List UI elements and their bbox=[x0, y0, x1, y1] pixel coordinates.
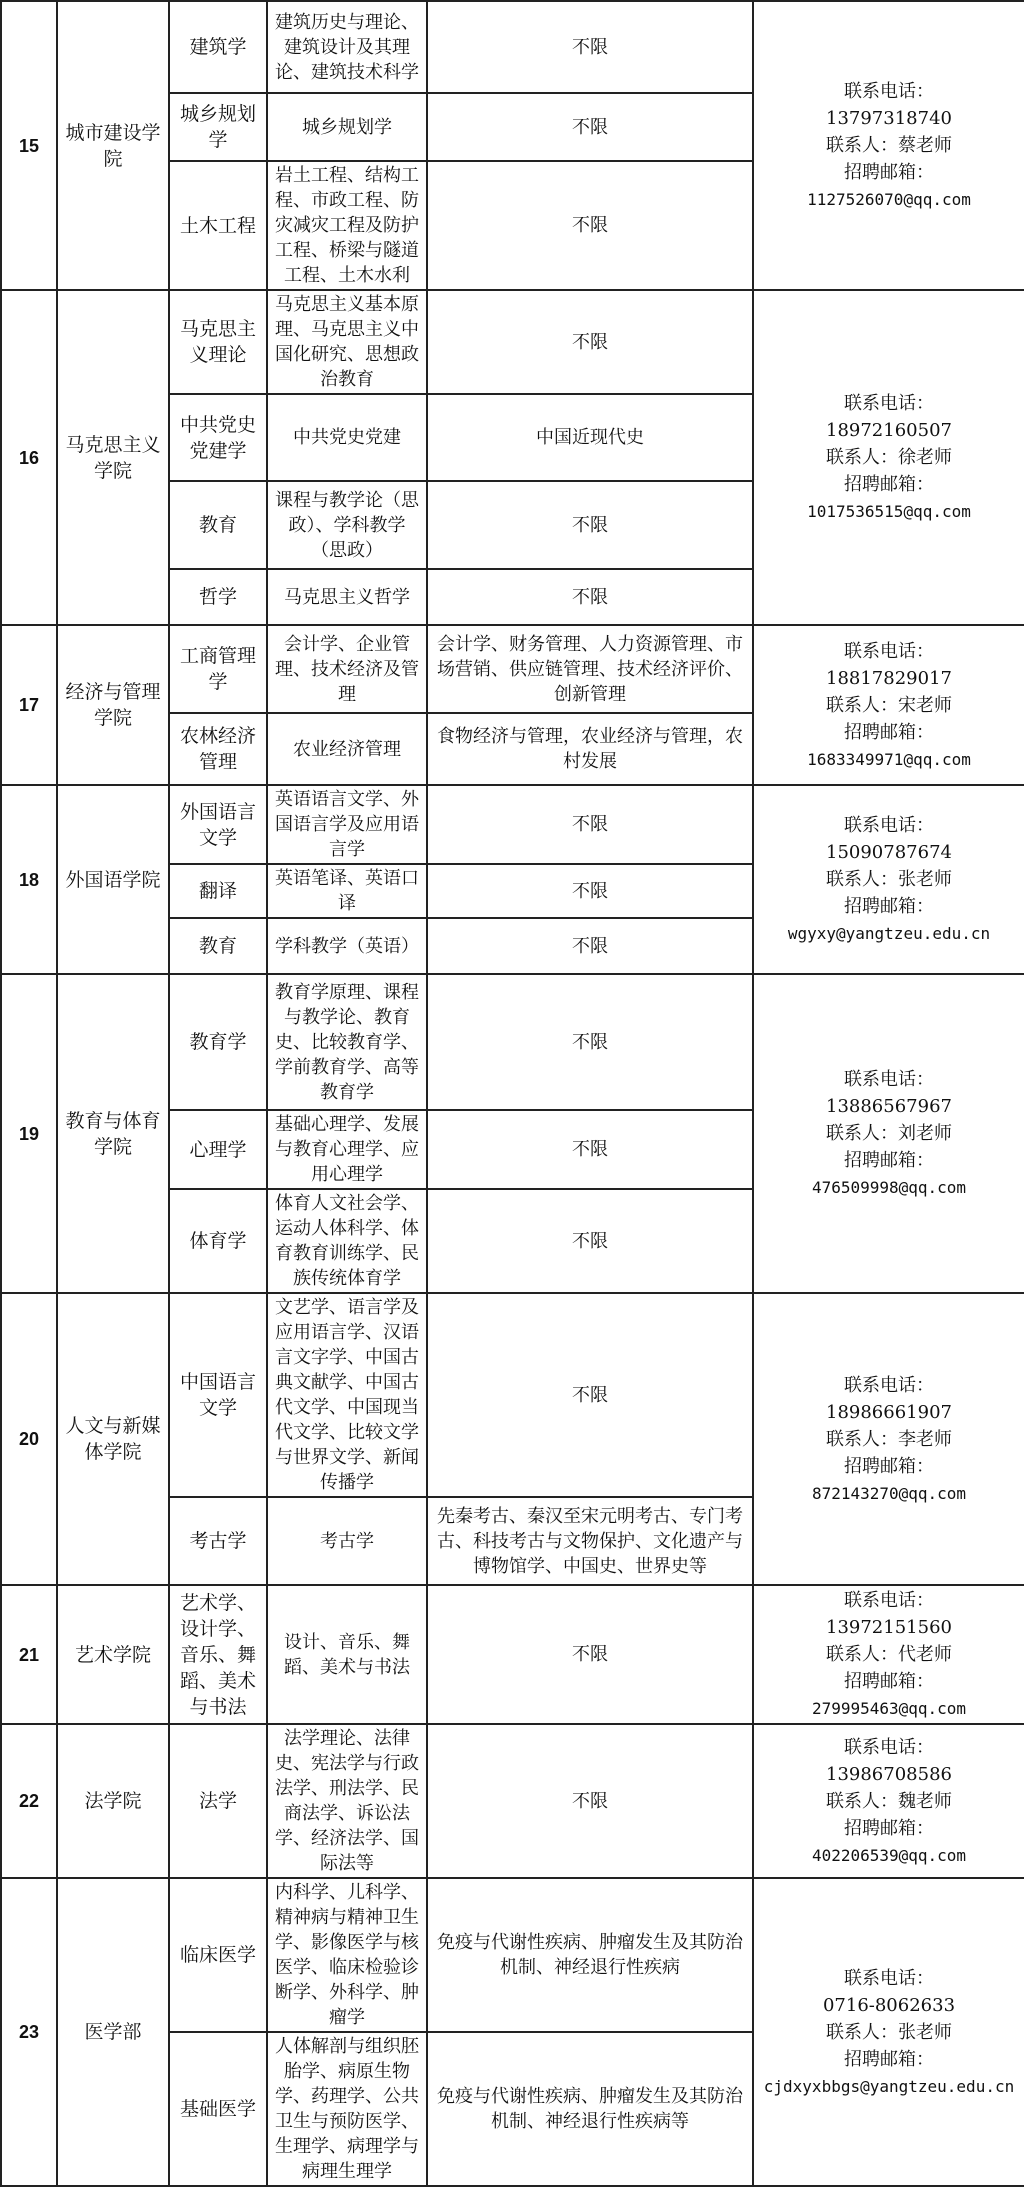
table-row bbox=[1, 1, 1024, 93]
email-label: 招聘邮箱： bbox=[844, 162, 934, 183]
email-address[interactable]: 1683349971@qq.com bbox=[807, 749, 971, 769]
research-direction: 中国近现代史 bbox=[427, 394, 753, 481]
sub-discipline: 农业经济管理 bbox=[267, 713, 427, 785]
email-label: 招聘邮箱： bbox=[844, 896, 934, 917]
table-row bbox=[1, 974, 1024, 1110]
phone-label: 联系电话： bbox=[844, 1967, 934, 1989]
contact-info bbox=[753, 785, 1024, 974]
college-number: 15 bbox=[1, 1, 57, 290]
major-name: 基础医学 bbox=[169, 2032, 267, 2186]
sub-discipline: 考古学 bbox=[267, 1497, 427, 1585]
contact-person: 联系人：宋老师 bbox=[826, 694, 952, 716]
phone-number: 15090787674 bbox=[826, 842, 952, 863]
major-name: 教育 bbox=[169, 481, 267, 569]
major-name: 考古学 bbox=[169, 1497, 267, 1585]
contact-info bbox=[753, 974, 1024, 1293]
contact-person: 联系人：张老师 bbox=[826, 869, 952, 890]
sub-discipline: 教育学原理、课程与教学论、教育史、比较教育学、学前教育学、高等教育学 bbox=[267, 974, 427, 1110]
email-address[interactable]: 402206539@qq.com bbox=[811, 1845, 967, 1865]
major-name: 哲学 bbox=[169, 569, 267, 625]
table-row bbox=[1, 1724, 1024, 1878]
college-name: 人文与新媒体学院 bbox=[57, 1293, 169, 1585]
phone-number: 0716-8062633 bbox=[822, 1994, 956, 2016]
contact-info bbox=[753, 1293, 1024, 1585]
phone-label: 联系电话： bbox=[844, 1590, 934, 1611]
sub-discipline: 体育人文社会学、运动人体科学、体育教育训练学、民族传统体育学 bbox=[267, 1189, 427, 1293]
research-direction: 不限 bbox=[427, 974, 753, 1110]
college-number: 16 bbox=[1, 290, 57, 625]
sub-discipline: 会计学、企业管理、技术经济及管理 bbox=[267, 625, 427, 713]
college-name: 经济与管理学院 bbox=[57, 625, 169, 785]
phone-label: 联系电话： bbox=[844, 81, 934, 102]
college-name: 法学院 bbox=[57, 1724, 169, 1878]
contact-info bbox=[753, 1, 1024, 290]
phone-number: 18817829017 bbox=[826, 667, 952, 689]
sub-discipline: 建筑历史与理论、建筑设计及其理论、建筑技术科学 bbox=[267, 1, 427, 93]
sub-discipline: 马克思主义哲学 bbox=[267, 569, 427, 625]
sub-discipline: 法学理论、法律史、宪法学与行政法学、刑法学、民商法学、诉讼法学、经济法学、国际法等 bbox=[267, 1724, 427, 1878]
contact-person: 联系人：张老师 bbox=[826, 2021, 952, 2043]
phone-number: 13986708586 bbox=[826, 1763, 952, 1785]
email-label: 招聘邮箱： bbox=[844, 1671, 934, 1692]
sub-discipline: 基础心理学、发展与教育心理学、应用心理学 bbox=[267, 1110, 427, 1189]
email-label: 招聘邮箱： bbox=[844, 1817, 934, 1839]
sub-discipline: 文艺学、语言学及应用语言学、汉语言文字学、中国古典文献学、中国古代文学、中国现当代文学、比较文学与世界文学、新闻传播学 bbox=[267, 1293, 427, 1497]
sub-discipline: 英语笔译、英语口译 bbox=[267, 864, 427, 918]
research-direction: 不限 bbox=[427, 1110, 753, 1189]
research-direction: 不限 bbox=[427, 1189, 753, 1293]
phone-label: 联系电话： bbox=[844, 1374, 934, 1396]
sub-discipline: 人体解剖与组织胚胎学、病原生物学、药理学、公共卫生与预防医学、生理学、病理学与病理生理学 bbox=[267, 2032, 427, 2186]
research-direction: 不限 bbox=[427, 1, 753, 93]
email-address[interactable]: 872143270@qq.com bbox=[811, 1483, 967, 1503]
contact-info bbox=[753, 625, 1024, 785]
sub-discipline: 岩土工程、结构工程、市政工程、防灾减灾工程及防护工程、桥梁与隧道工程、土木水利 bbox=[267, 161, 427, 290]
college-number: 22 bbox=[1, 1724, 57, 1878]
sub-discipline: 设计、音乐、舞蹈、美术与书法 bbox=[267, 1585, 427, 1724]
research-direction: 不限 bbox=[427, 569, 753, 625]
contact-info bbox=[753, 1724, 1024, 1878]
table-row bbox=[1, 785, 1024, 864]
college-name: 外国语学院 bbox=[57, 785, 169, 974]
sub-discipline: 课程与教学论（思政）、学科教学（思政） bbox=[267, 481, 427, 569]
table-row bbox=[1, 1585, 1024, 1724]
college-number: 18 bbox=[1, 785, 57, 974]
contact-person: 联系人：徐老师 bbox=[826, 447, 952, 468]
email-label: 招聘邮箱： bbox=[844, 1150, 934, 1171]
contact-info bbox=[753, 1878, 1024, 2186]
contact-info bbox=[753, 290, 1024, 625]
contact-person: 联系人：刘老师 bbox=[826, 1123, 952, 1144]
email-address[interactable]: 279995463@qq.com bbox=[811, 1699, 967, 1718]
major-name: 教育学 bbox=[169, 974, 267, 1110]
research-direction: 不限 bbox=[427, 93, 753, 161]
research-direction: 不限 bbox=[427, 1724, 753, 1878]
table-row bbox=[1, 1293, 1024, 1497]
phone-label: 联系电话： bbox=[844, 640, 934, 662]
major-name: 城乡规划学 bbox=[169, 93, 267, 161]
research-direction: 食物经济与管理，农业经济与管理，农村发展 bbox=[427, 713, 753, 785]
college-name: 医学部 bbox=[57, 1878, 169, 2186]
sub-discipline: 中共党史党建 bbox=[267, 394, 427, 481]
contact-person: 联系人：代老师 bbox=[826, 1644, 952, 1665]
email-address[interactable]: 1017536515@qq.com bbox=[807, 502, 971, 521]
major-name: 农林经济管理 bbox=[169, 713, 267, 785]
major-name: 心理学 bbox=[169, 1110, 267, 1189]
research-direction: 不限 bbox=[427, 785, 753, 864]
email-label: 招聘邮箱： bbox=[844, 721, 934, 743]
email-address[interactable]: wgyxy@yangtzeu.edu.cn bbox=[787, 924, 991, 943]
contact-info bbox=[753, 1585, 1024, 1724]
research-direction: 先秦考古、秦汉至宋元明考古、专门考古、科技考古与文物保护、文化遗产与博物馆学、中国史、世界史等 bbox=[427, 1497, 753, 1585]
email-address[interactable]: 476509998@qq.com bbox=[811, 1178, 967, 1197]
research-direction: 免疫与代谢性疾病、肿瘤发生及其防治机制、神经退行性疾病 bbox=[427, 1878, 753, 2032]
sub-discipline: 马克思主义基本原理、马克思主义中国化研究、思想政治教育 bbox=[267, 290, 427, 394]
research-direction: 不限 bbox=[427, 161, 753, 290]
phone-number: 13797318740 bbox=[826, 108, 952, 129]
college-name: 城市建设学院 bbox=[57, 1, 169, 290]
research-direction: 不限 bbox=[427, 1293, 753, 1497]
sub-discipline: 城乡规划学 bbox=[267, 93, 427, 161]
sub-discipline: 内科学、儿科学、精神病与精神卫生学、影像医学与核医学、临床检验诊断学、外科学、肿瘤学 bbox=[267, 1878, 427, 2032]
email-address[interactable]: cjdxyxbbgs@yangtzeu.edu.cn bbox=[763, 2076, 1015, 2096]
phone-number: 18986661907 bbox=[826, 1401, 952, 1423]
contact-person: 联系人：李老师 bbox=[826, 1428, 952, 1450]
major-name: 马克思主义理论 bbox=[169, 290, 267, 394]
major-name: 教育 bbox=[169, 918, 267, 974]
email-label: 招聘邮箱： bbox=[844, 1455, 934, 1477]
major-name: 土木工程 bbox=[169, 161, 267, 290]
college-number: 23 bbox=[1, 1878, 57, 2186]
phone-label: 联系电话： bbox=[844, 815, 934, 836]
college-name: 马克思主义学院 bbox=[57, 290, 169, 625]
phone-number: 13886567967 bbox=[826, 1096, 952, 1117]
table-row bbox=[1, 1878, 1024, 2032]
major-name: 中国语言文学 bbox=[169, 1293, 267, 1497]
major-name: 法学 bbox=[169, 1724, 267, 1878]
research-direction: 免疫与代谢性疾病、肿瘤发生及其防治机制、神经退行性疾病等 bbox=[427, 2032, 753, 2186]
email-label: 招聘邮箱： bbox=[844, 2048, 934, 2070]
table-row bbox=[1, 625, 1024, 713]
phone-label: 联系电话： bbox=[844, 393, 934, 414]
major-name: 体育学 bbox=[169, 1189, 267, 1293]
college-name: 教育与体育学院 bbox=[57, 974, 169, 1293]
research-direction: 不限 bbox=[427, 918, 753, 974]
college-number: 21 bbox=[1, 1585, 57, 1724]
research-direction: 不限 bbox=[427, 481, 753, 569]
phone-number: 13972151560 bbox=[826, 1617, 952, 1638]
research-direction: 不限 bbox=[427, 864, 753, 918]
major-name: 翻译 bbox=[169, 864, 267, 918]
college-number: 20 bbox=[1, 1293, 57, 1585]
phone-label: 联系电话： bbox=[844, 1069, 934, 1090]
major-name: 临床医学 bbox=[169, 1878, 267, 2032]
contact-person: 联系人：蔡老师 bbox=[826, 135, 952, 156]
sub-discipline: 学科教学（英语） bbox=[267, 918, 427, 974]
research-direction: 不限 bbox=[427, 290, 753, 394]
research-direction: 不限 bbox=[427, 1585, 753, 1724]
research-direction: 会计学、财务管理、人力资源管理、市场营销、供应链管理、技术经济评价、创新管理 bbox=[427, 625, 753, 713]
sub-discipline: 英语语言文学、外国语言学及应用语言学 bbox=[267, 785, 427, 864]
email-label: 招聘邮箱： bbox=[844, 474, 934, 495]
phone-label: 联系电话： bbox=[844, 1736, 934, 1758]
major-name: 中共党史党建学 bbox=[169, 394, 267, 481]
college-number: 19 bbox=[1, 974, 57, 1293]
college-name: 艺术学院 bbox=[57, 1585, 169, 1724]
major-name: 工商管理学 bbox=[169, 625, 267, 713]
major-name: 建筑学 bbox=[169, 1, 267, 93]
college-number: 17 bbox=[1, 625, 57, 785]
phone-number: 18972160507 bbox=[826, 420, 952, 441]
contact-person: 联系人：魏老师 bbox=[826, 1790, 952, 1812]
table-row bbox=[1, 290, 1024, 394]
email-address[interactable]: 1127526070@qq.com bbox=[807, 190, 971, 209]
major-name: 外国语言文学 bbox=[169, 785, 267, 864]
major-name: 艺术学、设计学、音乐、舞蹈、美术与书法 bbox=[169, 1585, 267, 1724]
